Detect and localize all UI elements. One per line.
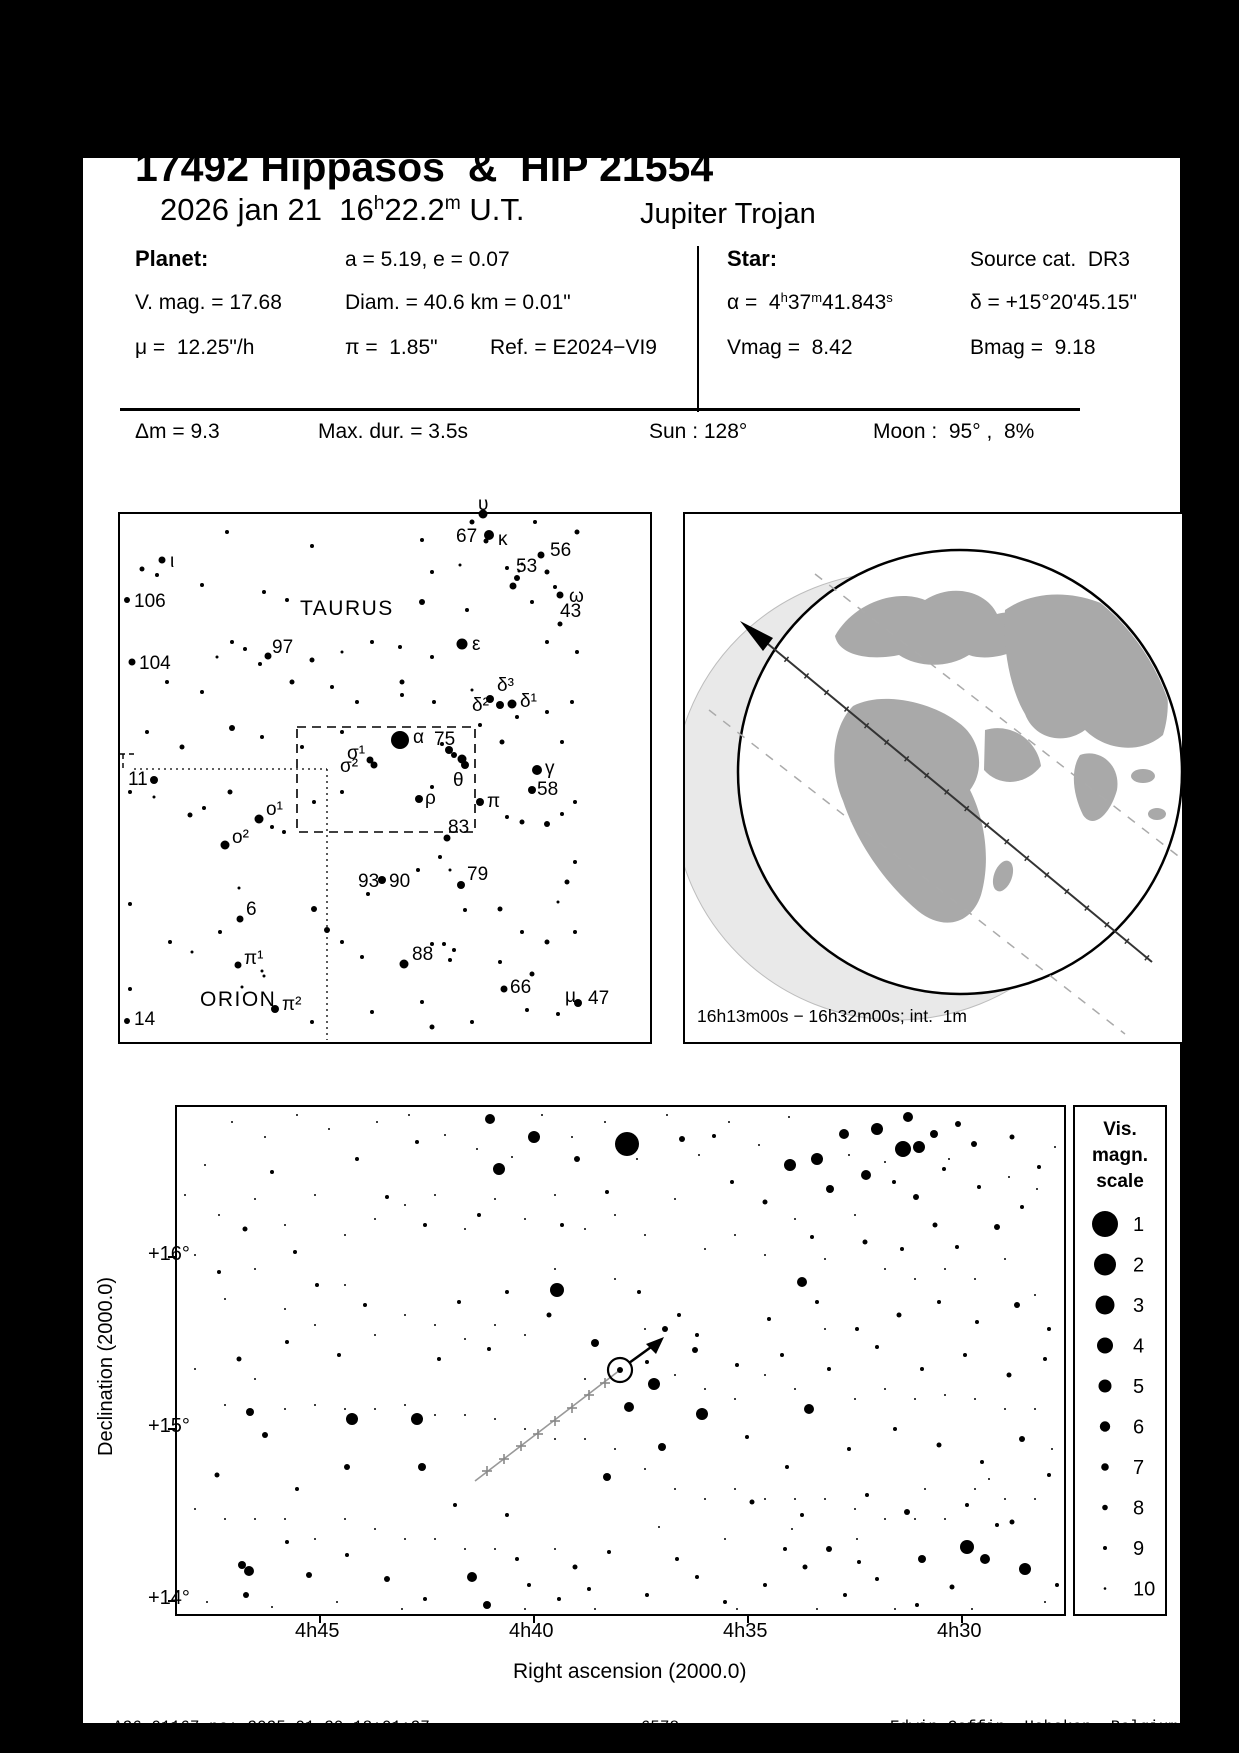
- svg-text:5: 5: [1133, 1376, 1145, 1398]
- date-part: 2026 jan 21 16: [160, 192, 374, 227]
- earth-globe-svg: [685, 514, 1182, 1042]
- magnitude-drop: Δm = 9.3: [135, 420, 220, 443]
- svg-text:ε: ε: [472, 634, 481, 655]
- xtick-4h45: 4h45: [295, 1620, 340, 1642]
- svg-text:ι: ι: [170, 551, 175, 572]
- svg-text:6: 6: [246, 899, 257, 920]
- finder-chart-svg: [120, 494, 650, 1042]
- planet-parallax: π = 1.85": [345, 336, 438, 359]
- track-time-caption: 16h13m00s − 16h32m00s; int. 1m: [697, 1006, 967, 1026]
- svg-text:π²: π²: [282, 994, 302, 1015]
- svg-text:93: 93: [358, 871, 380, 892]
- document-page: [83, 144, 1180, 1736]
- svg-text:88: 88: [412, 944, 434, 965]
- svg-text:43: 43: [560, 601, 582, 622]
- svg-text:8: 8: [1133, 1497, 1145, 1520]
- star-source-catalog: Source cat. DR3: [970, 248, 1130, 271]
- svg-text:1: 1: [1133, 1214, 1145, 1236]
- finder-chart: [118, 494, 652, 1044]
- event-datetime: [160, 192, 525, 228]
- svg-text:π¹: π¹: [244, 948, 264, 969]
- svg-text:3: 3: [1133, 1295, 1145, 1317]
- detail-map-svg: [177, 1107, 1064, 1614]
- svg-text:ο²: ο²: [232, 827, 249, 848]
- legend-svg: [1075, 1202, 1165, 1612]
- svg-text:10: 10: [1133, 1578, 1156, 1601]
- star-vmag: Vmag = 8.42: [727, 336, 853, 359]
- sun-elongation: Sun : 128°: [649, 420, 748, 443]
- legend-title-line2: magn.: [1092, 1145, 1148, 1166]
- ra-sup-m: m: [811, 289, 823, 305]
- svg-text:83: 83: [448, 817, 470, 838]
- svg-text:67: 67: [456, 526, 478, 547]
- svg-text:δ¹: δ¹: [520, 691, 537, 712]
- svg-text:υ: υ: [478, 494, 489, 515]
- svg-text:106: 106: [134, 591, 166, 612]
- ytick-16: +16°: [148, 1243, 190, 1265]
- svg-text:σ²: σ²: [340, 756, 359, 777]
- svg-text:ρ: ρ: [425, 788, 436, 809]
- svg-text:2: 2: [1133, 1254, 1145, 1277]
- svg-text:θ: θ: [453, 770, 464, 791]
- xtick-4h30: 4h30: [937, 1620, 982, 1642]
- svg-text:4: 4: [1133, 1335, 1145, 1358]
- x-axis-label: Right ascension (2000.0): [513, 1660, 747, 1683]
- svg-text:δ³: δ³: [497, 675, 514, 696]
- footer: [113, 1718, 1178, 1736]
- svg-text:6: 6: [1133, 1416, 1145, 1439]
- star-bmag: Bmag = 9.18: [970, 336, 1096, 359]
- svg-text:π: π: [487, 791, 501, 812]
- svg-text:75: 75: [434, 729, 456, 750]
- svg-text:66: 66: [510, 977, 532, 998]
- planet-motion: μ = 12.25"/h: [135, 336, 255, 359]
- svg-text:56: 56: [550, 540, 572, 561]
- y-axis-label: Declination (2000.0): [95, 1277, 117, 1456]
- svg-text:9: 9: [1133, 1538, 1145, 1560]
- svg-text:δ²: δ²: [472, 695, 489, 716]
- svg-text:79: 79: [467, 864, 489, 885]
- svg-text:97: 97: [272, 637, 294, 658]
- ra-part: 37: [787, 291, 812, 314]
- magnitude-legend: [1073, 1105, 1167, 1616]
- max-duration: Max. dur. = 3.5s: [318, 420, 468, 443]
- object-class-label: Jupiter Trojan: [640, 198, 816, 230]
- legend-title-line3: scale: [1096, 1171, 1144, 1192]
- date-part: U.T.: [460, 192, 525, 227]
- svg-text:53: 53: [516, 556, 538, 577]
- svg-text:α: α: [413, 727, 424, 748]
- footer-author: Edwin Goffin, Hoboken, Belgium: [889, 1718, 1178, 1736]
- ra-sup-s: s: [886, 289, 893, 305]
- legend-title-line1: Vis.: [1103, 1119, 1137, 1140]
- table-divider: [697, 246, 699, 412]
- ra-part: α = 4: [727, 291, 781, 314]
- xtick-4h35: 4h35: [723, 1620, 768, 1642]
- footer-sequence: 6578: [640, 1718, 680, 1736]
- planet-diameter: Diam. = 40.6 km = 0.01": [345, 291, 571, 314]
- star-right-ascension: [727, 291, 893, 315]
- planet-reference: Ref. = E2024−VI9: [490, 336, 657, 359]
- date-sup-m: m: [444, 193, 461, 215]
- detail-star-map: [175, 1105, 1066, 1616]
- moon-elongation: Moon : 95° , 8%: [873, 420, 1035, 443]
- svg-text:ORION: ORION: [200, 988, 277, 1011]
- svg-text:104: 104: [139, 653, 171, 674]
- footer-filename: A26_01167.ps: 2025-01-29 18:01:27: [113, 1718, 430, 1736]
- svg-text:7: 7: [1133, 1457, 1145, 1479]
- ytick-14: +14°: [148, 1587, 190, 1609]
- table-rule: [120, 408, 1080, 411]
- planet-vmag: V. mag. = 17.68: [135, 291, 282, 314]
- svg-text:90: 90: [389, 871, 411, 892]
- svg-text:58: 58: [537, 779, 559, 800]
- date-sup-h: h: [373, 193, 385, 215]
- planet-section-label: Planet:: [135, 246, 209, 271]
- svg-text:μ: μ: [565, 986, 576, 1007]
- star-section-label: Star:: [727, 246, 778, 271]
- svg-text:47: 47: [588, 988, 610, 1009]
- star-declination: δ = +15°20'45.15": [970, 291, 1138, 314]
- xtick-4h40: 4h40: [509, 1620, 554, 1642]
- svg-text:11: 11: [128, 769, 148, 790]
- svg-text:ω: ω: [569, 586, 584, 607]
- earth-globe-panel: [683, 512, 1184, 1044]
- ra-sup-h: h: [780, 289, 788, 305]
- svg-text:σ¹: σ¹: [347, 743, 366, 764]
- svg-text:TAURUS: TAURUS: [300, 597, 394, 620]
- svg-text:14: 14: [134, 1009, 156, 1030]
- ra-part: 41.843: [822, 291, 887, 314]
- ytick-15: +15°: [148, 1415, 190, 1437]
- page-title: 17492 Hippasos & HIP 21554: [135, 144, 714, 190]
- svg-text:κ: κ: [498, 529, 508, 550]
- svg-text:ο¹: ο¹: [266, 799, 283, 820]
- date-part: 22.2: [384, 192, 445, 227]
- svg-text:γ: γ: [545, 758, 555, 779]
- planet-orbit-elements: a = 5.19, e = 0.07: [345, 248, 510, 271]
